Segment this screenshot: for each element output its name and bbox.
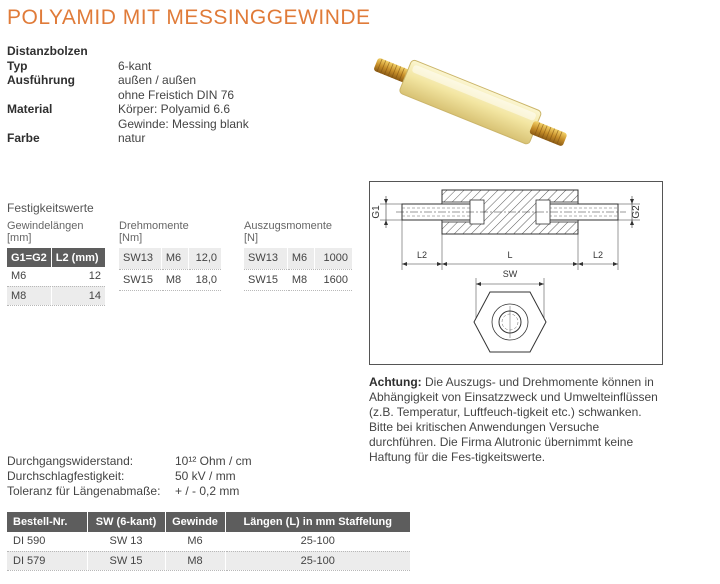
gewinde-label-line2: [mm]: [7, 232, 32, 244]
dim-g2: G2: [631, 205, 642, 219]
dreh-table: [119, 248, 221, 291]
spec-heading: Distanzbolzen: [7, 44, 88, 58]
table-row: [244, 248, 352, 269]
table-cell: SW13: [119, 248, 161, 269]
table-cell: 12,0: [188, 248, 221, 269]
spec-label: Farbe: [7, 131, 40, 145]
auszug-label: [244, 220, 332, 244]
table-cell: 25-100: [225, 551, 410, 570]
spec-row: [7, 131, 249, 146]
auszug-table: [244, 248, 352, 291]
table-row: [119, 248, 221, 269]
table-cell: DI 590: [7, 532, 87, 551]
spec-value: außen / außen: [118, 73, 197, 87]
table-cell: M8: [7, 286, 51, 305]
table-row: [7, 551, 410, 570]
table-cell: M8: [165, 551, 225, 570]
spec-label: Typ: [7, 58, 28, 73]
table-cell: 12: [51, 267, 105, 286]
order-header: Gewinde: [165, 512, 225, 532]
table-row: [119, 269, 221, 290]
table-cell: SW 15: [87, 551, 165, 570]
spec-row: [7, 102, 249, 117]
spec-value: Körper: Polyamid 6.6: [118, 102, 231, 116]
property-row: [7, 454, 252, 469]
spec-label: [7, 117, 118, 132]
spec-label: Material: [7, 102, 53, 116]
table-cell: M8: [161, 269, 188, 290]
property-key: Toleranz für Längenabmaße:: [7, 484, 161, 498]
table-cell: DI 579: [7, 551, 87, 570]
table-cell: SW15: [119, 269, 161, 290]
table-cell: SW15: [244, 269, 287, 290]
table-row: [7, 286, 105, 305]
property-row: [7, 484, 252, 499]
spec-value: Gewinde: Messing blank: [118, 116, 249, 131]
order-table: [7, 512, 410, 571]
property-value: 10¹² Ohm / cm: [175, 454, 252, 468]
table-cell: SW13: [244, 248, 287, 269]
festigkeit-title: Festigkeitswerte: [7, 201, 94, 215]
spec-value: 6-kant: [118, 58, 152, 73]
property-value: + / - 0,2 mm: [175, 484, 240, 498]
dreh-label-line2: [Nm]: [119, 232, 143, 244]
table-cell: 1000: [315, 248, 352, 269]
auszug-label-line1: Auszugsmomente: [244, 220, 333, 232]
gewinde-header: G1=G2: [7, 248, 51, 267]
table-cell: SW 13: [87, 532, 165, 551]
property-key: Durchschlagfestigkeit:: [7, 469, 125, 483]
gewinde-label: [7, 220, 83, 244]
gewinde-table: [7, 248, 105, 306]
dim-l: L: [507, 250, 513, 260]
order-header: Bestell-Nr.: [7, 512, 87, 532]
table-row: [7, 532, 410, 551]
spec-row: [7, 117, 249, 132]
gewinde-header: L2 (mm): [51, 248, 105, 267]
spec-value: ohne Freistich DIN 76: [118, 87, 235, 102]
table-cell: M6: [7, 267, 51, 286]
dim-l2-right: L2: [592, 250, 604, 260]
note-text: Die Auszugs- und Drehmomente können in Abhängigkeit von Einsatzzweck und Umwelteinflüssen (z.B. Temperatur, Luftfeuch-tigkeit etc.) schwanken. Bitte bei kritischen Anwendungen Versuche durchführen. Die Firma Alutronic übernimmt keine Haftung für die Fes-tigkeitswerte.: [369, 375, 658, 464]
properties-block: [7, 454, 252, 499]
dreh-label: [119, 220, 189, 244]
auszug-label-line2: [N]: [244, 232, 259, 244]
page-title: POLYAMID MIT MESSINGGEWINDE: [7, 6, 371, 29]
spec-row: [7, 88, 249, 103]
gewinde-label-line1: Gewindelängen: [7, 220, 84, 232]
note-bold: Achtung:: [369, 375, 422, 389]
warning-note: [369, 375, 659, 465]
property-key: Durchgangswiderstand:: [7, 454, 134, 468]
drawing-svg: [370, 182, 662, 364]
dim-g1: G1: [371, 205, 382, 219]
property-row: [7, 469, 252, 484]
technical-drawing: [369, 181, 663, 365]
order-header: Längen (L) in mm Staffelung: [225, 512, 410, 532]
table-row: [244, 269, 352, 290]
table-cell: 14: [51, 286, 105, 305]
spec-row: [7, 59, 249, 74]
property-value: 50 kV / mm: [175, 469, 236, 483]
table-cell: 18,0: [188, 269, 221, 290]
table-cell: M6: [287, 248, 314, 269]
table-cell: M8: [287, 269, 314, 290]
product-photo: [360, 48, 580, 158]
spec-label: Ausführung: [7, 73, 75, 87]
table-cell: M6: [161, 248, 188, 269]
dim-l2-left: L2: [416, 250, 428, 260]
spec-block: [7, 44, 249, 146]
table-cell: 25-100: [225, 532, 410, 551]
table-cell: 1600: [315, 269, 352, 290]
dim-sw: SW: [502, 269, 518, 279]
order-header: SW (6-kant): [87, 512, 165, 532]
spec-value: natur: [118, 131, 146, 145]
spec-label: [7, 88, 118, 103]
dreh-label-line1: Drehmomente: [119, 220, 189, 232]
table-row: [7, 267, 105, 286]
table-cell: M6: [165, 532, 225, 551]
spec-row: [7, 73, 249, 88]
